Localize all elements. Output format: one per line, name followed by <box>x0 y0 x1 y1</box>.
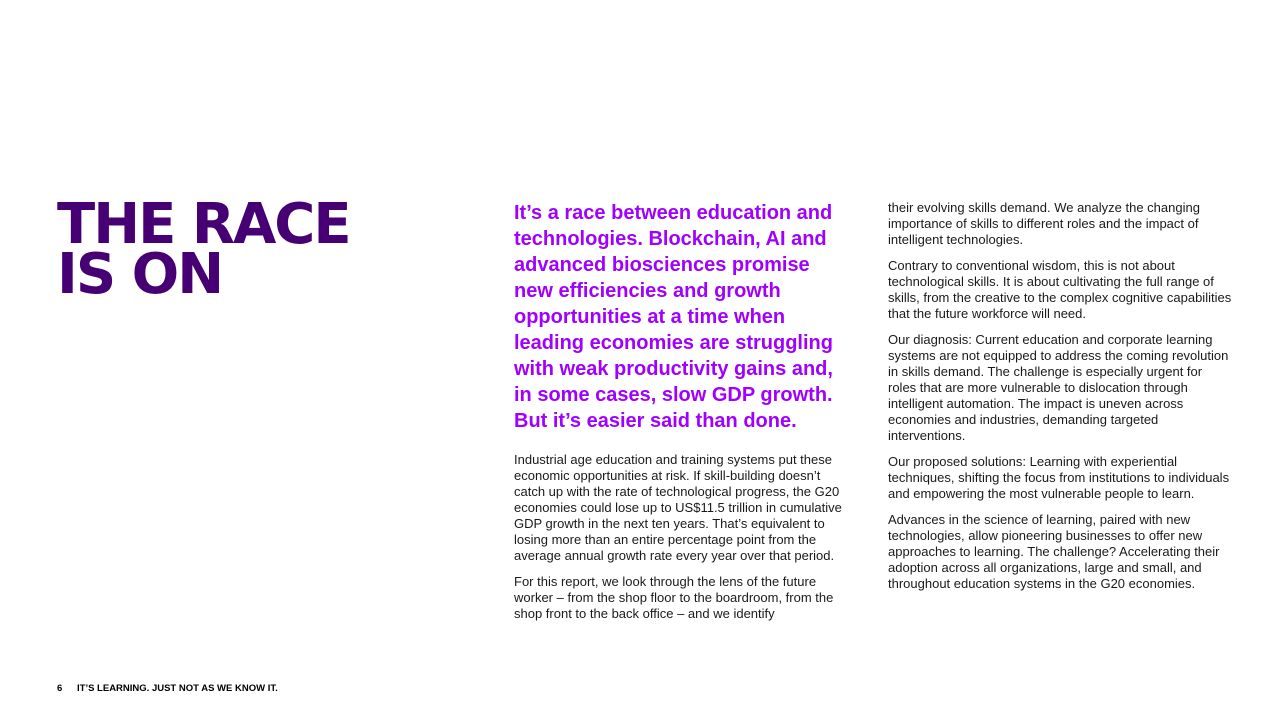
page-title-line-2: IS ON <box>57 242 223 307</box>
middle-column <box>514 200 854 632</box>
body-paragraph: For this report, we look through the lens of the future worker – from the shop floor to the boardroom, from the shop front to the back office – and we identify <box>514 574 834 621</box>
body-paragraph: their evolving skills demand. We analyze the changing importance of skills to different roles and the impact of intelligent technologies. <box>888 200 1200 247</box>
lead-paragraph: It’s a race between education and technologies. Blockchain, AI and advanced biosciences promise new efficiencies and growth opportunities at a time when leading economies are struggling with weak productivity gains and, in some cases, slow GDP growth. But it’s easier said than done. <box>514 202 833 432</box>
body-paragraph: Industrial age education and training systems put these economic opportunities at risk. If skill-building doesn’t catch up with the rate of technological progress, the G20 economies could lose up to US$11.5 trillion in cumulative GDP growth in the next ten years. That’s equivalent to losing more than an entire percentage point from the average annual growth rate every year over that period. <box>514 452 842 563</box>
body-paragraph: Our diagnosis: Current education and corporate learning systems are not equipped to address the coming revolution in skills demand. The challenge is especially urgent for roles that are more vulnerable to dislocation through intelligent automation. The impact is uneven across economies and industries, demanding targeted interventions. <box>888 332 1229 443</box>
page-number: 6 <box>57 683 63 694</box>
body-paragraph: Our proposed solutions: Learning with experiential techniques, shifting the focus from institutions to individuals and empowering the most vulnerable people to learn. <box>888 454 1230 501</box>
body-paragraph: Contrary to conventional wisdom, this is not about technological skills. It is about cultivating the full range of skills, from the creative to the complex cognitive capabilities that the future workforce will need. <box>888 258 1232 321</box>
running-title: IT’S LEARNING. JUST NOT AS WE KNOW IT. <box>77 683 278 694</box>
page-title <box>57 192 350 307</box>
right-column <box>888 200 1233 602</box>
page-footer <box>57 683 278 695</box>
page-title-line-1: THE RACE <box>57 192 350 257</box>
body-paragraph: Advances in the science of learning, paired with new technologies, allow pioneering businesses to offer new approaches to learning. The challenge? Accelerating their adoption across all organizations, large and small, and throughout education systems in the G20 economies. <box>888 512 1220 591</box>
